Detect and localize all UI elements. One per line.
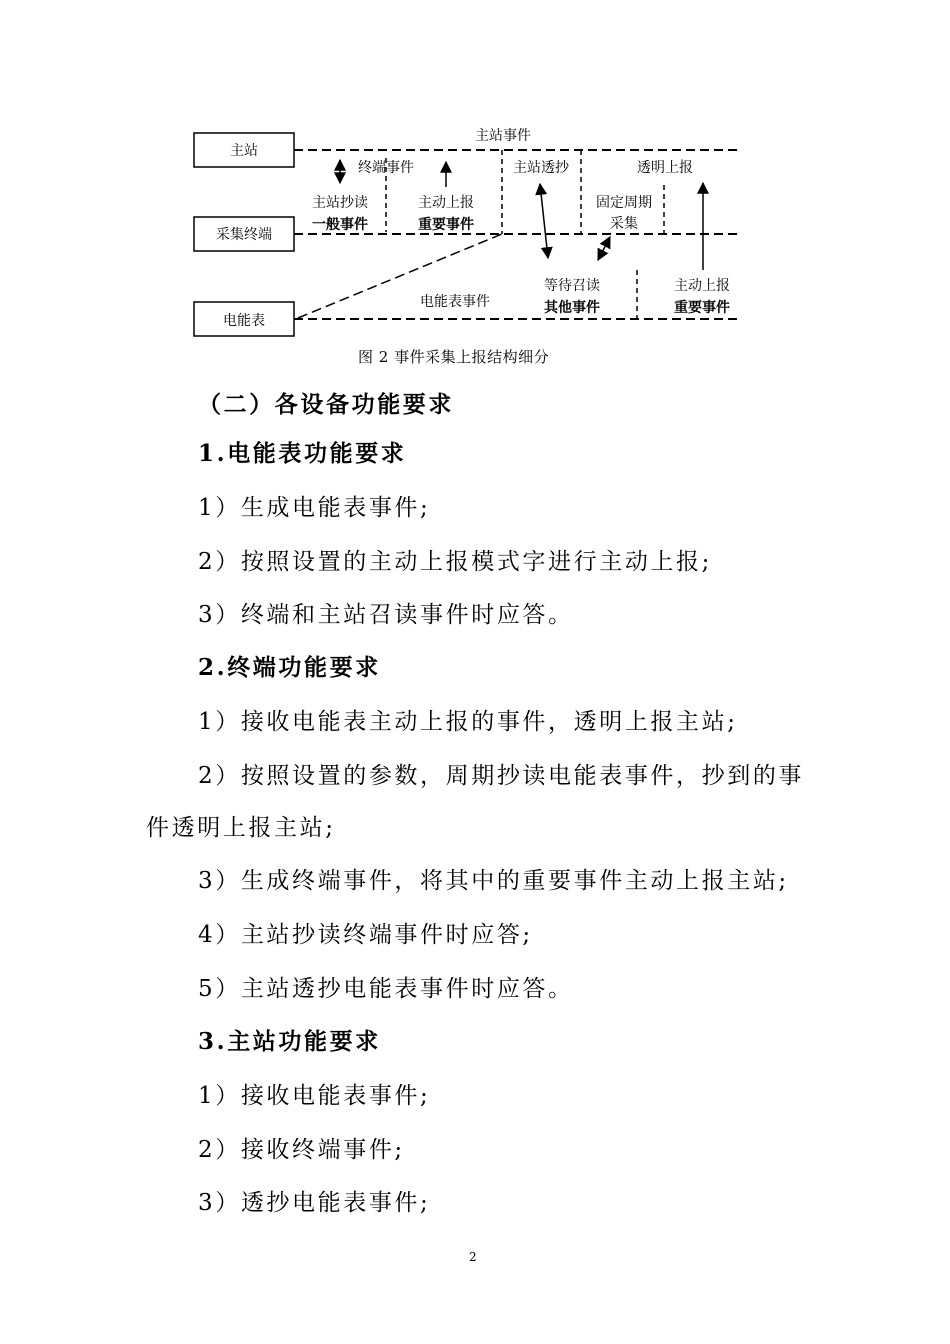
- transparent-report-label: 透明上报: [637, 160, 693, 176]
- important-events-label: 重要事件: [418, 217, 474, 233]
- fixed-period-arrow: [598, 237, 610, 260]
- terminal-req-item-2: 2）按照设置的参数，周期抄读电能表事件，抄到的事: [198, 763, 805, 789]
- master-req-item-1: 1）接收电能表事件;: [198, 1083, 431, 1109]
- terminal-req-item-1: 1）接收电能表主动上报的事件，透明上报主站;: [198, 709, 738, 735]
- terminal-events-label: 终端事件: [358, 160, 414, 176]
- terminal-box-label: 采集终端: [216, 227, 272, 243]
- master-requirements-title: 3.主站功能要求: [198, 1028, 381, 1055]
- terminal-req-item-4: 4）主站抄读终端事件时应答;: [198, 922, 533, 948]
- collection-label: 采集: [610, 216, 638, 232]
- active-report-label: 主动上报: [418, 195, 474, 211]
- meter-box-label: 电能表: [223, 313, 265, 329]
- meter-req-item-1: 1）生成电能表事件;: [198, 495, 431, 521]
- event-structure-diagram: [0, 0, 950, 345]
- master-req-item-2: 2）接收终端事件;: [198, 1137, 405, 1163]
- meter-requirements-title: 1.电能表功能要求: [198, 440, 407, 467]
- meter-req-item-2: 2）按照设置的主动上报模式字进行主动上报;: [198, 549, 712, 575]
- master-read-label: 主站抄读: [312, 195, 368, 211]
- wait-read-label: 等待召读: [544, 278, 600, 294]
- master-events-label: 主站事件: [475, 128, 531, 144]
- master-req-item-3: 3）透抄电能表事件;: [198, 1190, 431, 1216]
- terminal-req-item-2-cont: 件透明上报主站;: [146, 815, 336, 841]
- transparent-read-arrow: [540, 184, 548, 258]
- master-box-label: 主站: [230, 143, 258, 159]
- meter-active-report-label: 主动上报: [674, 278, 730, 294]
- fixed-period-label: 固定周期: [596, 195, 652, 211]
- meter-req-item-3: 3）终端和主站召读事件时应答。: [198, 602, 574, 628]
- terminal-req-item-3: 3）生成终端事件，将其中的重要事件主动上报主站;: [198, 868, 789, 894]
- terminal-requirements-title: 2.终端功能要求: [198, 654, 381, 681]
- meter-events-label: 电能表事件: [420, 294, 490, 310]
- terminal-req-item-5: 5）主站透抄电能表事件时应答。: [198, 976, 574, 1002]
- figure-caption: 图 2 事件采集上报结构细分: [358, 348, 550, 366]
- master-transparent-label: 主站透抄: [513, 160, 569, 176]
- section-title: （二）各设备功能要求: [198, 391, 454, 418]
- other-events-label: 其他事件: [544, 300, 600, 316]
- general-events-label: 一般事件: [312, 217, 368, 233]
- meter-important-events-label: 重要事件: [674, 300, 730, 316]
- page-number: 2: [469, 1250, 477, 1264]
